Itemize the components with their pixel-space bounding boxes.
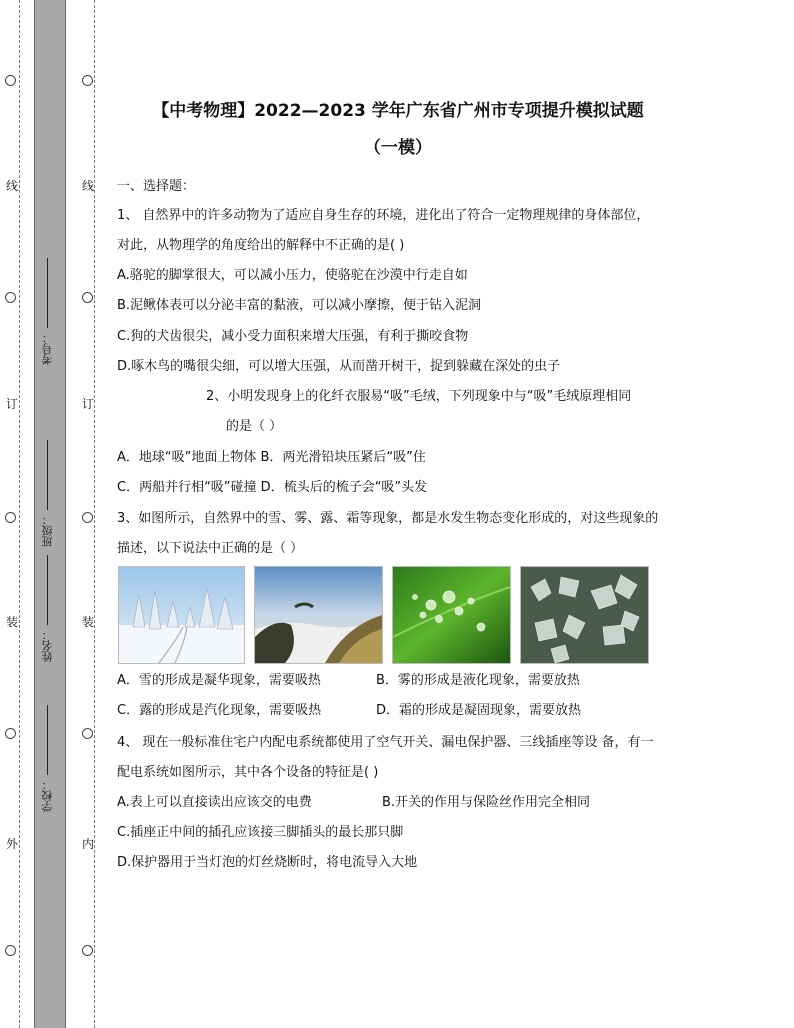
q4-stem: 4、 现在一般标准住宅户内配电系统都使用了空气开关、漏电保护器、三线插座等设 备，有一: [117, 735, 654, 750]
page-title: 【中考物理】2022—2023 学年广东省广州市专项提升模拟试题: [152, 101, 644, 121]
binding-strip: [0, 0, 100, 1028]
outer-ding-char: 订: [6, 397, 19, 411]
fog-photo: [254, 566, 383, 664]
inner-ding-char: 订: [82, 397, 95, 411]
binding-hole-circle: [5, 75, 16, 86]
binding-hole-circle: [82, 512, 93, 523]
q3-option-d: D．霜的形成是凝固现象，需要放热: [376, 703, 582, 718]
name-label: 姓名：: [41, 629, 54, 662]
q1-option-b: B.泥鳅体表可以分泌丰富的黏液，可以减小摩擦，便于钻入泥洞: [117, 298, 482, 313]
q3-option-a: A．雪的形成是凝华现象，需要吸热: [117, 673, 321, 688]
q3-option-b: B．雾的形成是液化现象，需要放热: [376, 673, 580, 688]
outer-zhuang-char: 装: [6, 615, 19, 629]
q3-stem-cont: 描述，以下说法中正确的是（ ）: [117, 541, 304, 556]
class-field[interactable]: [42, 440, 53, 547]
q1-option-d: D.啄木鸟的嘴很尖细，可以增大压强，从而凿开树干，捉到躲藏在深处的虫子: [117, 359, 561, 374]
binding-hole-circle: [82, 945, 93, 956]
exam-number-label: 考号：: [41, 332, 54, 365]
section-heading: 一、选择题：: [117, 179, 196, 194]
binding-hole-circle: [5, 945, 16, 956]
outer-line-char: 线: [6, 179, 19, 193]
q4-option-b: B.开关的作用与保险丝作用完全相同: [382, 795, 591, 810]
q3-option-c: C．露的形成是汽化现象，需要吸热: [117, 703, 322, 718]
class-label: 班级：: [41, 514, 54, 547]
q4-stem-cont: 配电系统如图所示，其中各个设备的特征是( ): [117, 765, 379, 780]
q2-options-cd: C．两船并行相“吸”碰撞 D．梳头后的梳子会“吸”头发: [117, 480, 428, 495]
q2-stem-cont: 的是（ ）: [226, 419, 283, 434]
page-subtitle: （一模）: [364, 138, 432, 158]
name-field[interactable]: [42, 555, 53, 662]
outer-cut-line: [19, 0, 20, 1028]
q4-option-d: D.保护器用于当灯泡的灯丝烧断时，将电流导入大地: [117, 855, 418, 870]
inner-cut-line: [94, 0, 95, 1028]
q3-stem: 3、如图所示，自然界中的雪、雾、露、霜等现象，都是水发生物态变化形成的，对这些现象的: [117, 511, 659, 526]
inner-nei-char: 内: [82, 837, 95, 851]
q1-stem-cont: 对此，从物理学的角度给出的解释中不正确的是( ): [117, 238, 405, 253]
inner-line-char: 线: [82, 179, 95, 193]
inner-zhuang-char: 装: [82, 615, 95, 629]
frost-photo: [520, 566, 649, 664]
q2-options-ab: A．地球“吸”地面上物体 B．两光滑铅块压紧后“吸”住: [117, 450, 426, 465]
dew-photo: [392, 566, 511, 664]
q4-option-c: C.插座正中间的插孔应该接三脚插头的最长那只脚: [117, 825, 404, 840]
q4-option-a: A.表上可以直接读出应该交的电费: [117, 795, 312, 810]
binding-hole-circle: [5, 728, 16, 739]
binding-hole-circle: [82, 75, 93, 86]
school-field[interactable]: [42, 705, 53, 812]
binding-hole-circle: [82, 292, 93, 303]
binding-hole-circle: [5, 512, 16, 523]
snow-photo: [118, 566, 245, 664]
binding-hole-circle: [82, 728, 93, 739]
q1-stem: 1、 自然界中的许多动物为了适应自身生存的环境，进化出了符合一定物理规律的身体部位，: [117, 208, 650, 223]
q2-stem: 2、小明发现身上的化纤衣服易“吸”毛绒，下列现象中与“吸”毛绒原理相同: [206, 389, 632, 404]
q1-option-a: A.骆驼的脚掌很大，可以减小压力，使骆驼在沙漠中行走自如: [117, 268, 468, 283]
school-label: 学校：: [41, 779, 54, 812]
binding-hole-circle: [5, 292, 16, 303]
exam-number-field[interactable]: [42, 258, 53, 365]
outer-wai-char: 外: [6, 837, 19, 851]
q1-option-c: C.狗的犬齿很尖，减小受力面积来增大压强，有利于撕咬食物: [117, 329, 469, 344]
